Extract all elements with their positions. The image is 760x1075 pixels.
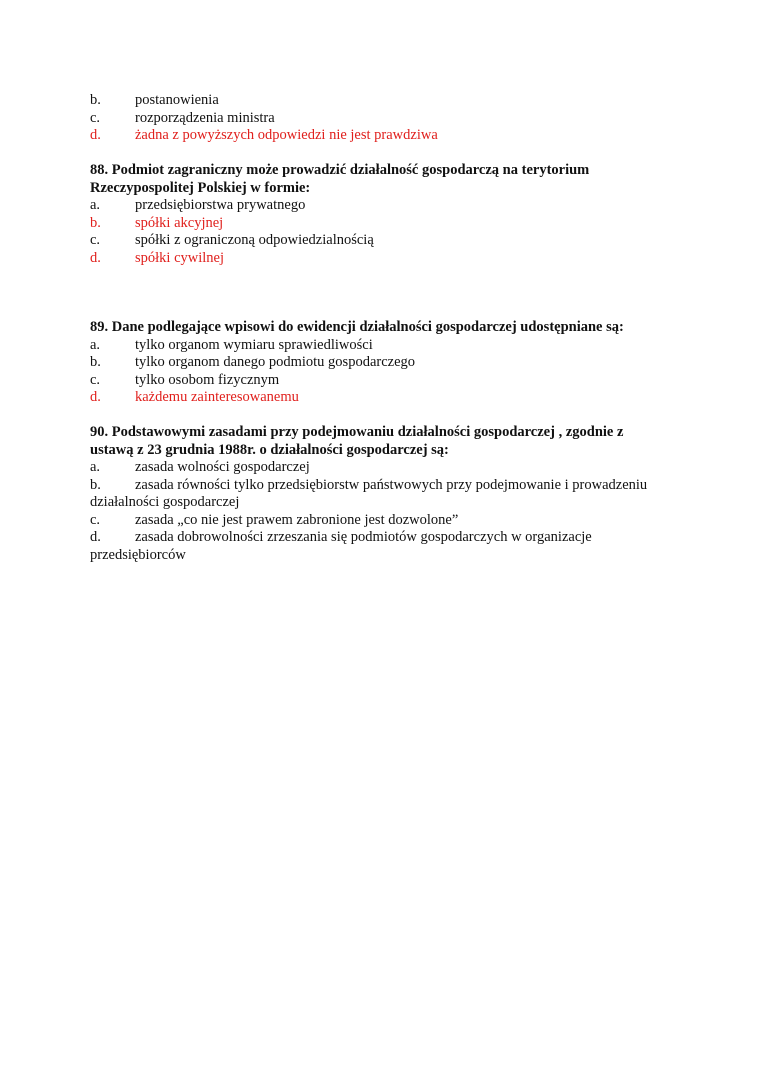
option-text: przedsiębiorstwa prywatnego [135,197,306,213]
question-90 [90,424,690,564]
option-d [90,529,690,547]
question-title: 88. Podmiot zagraniczny może prowadzić działalność gospodarczą na terytorium [90,162,590,178]
option-text: postanowienia [135,92,219,108]
option-b-continuation: działalności gospodarczej [90,494,240,510]
option-letter: d. [90,127,101,143]
option-letter: a. [90,336,101,353]
option-text: rozporządzenia ministra [135,109,275,126]
prev-question-options [90,92,690,145]
option-letter: a. [90,459,101,475]
option-letter: b. [90,214,101,231]
question-title: 90. Podstawowymi zasadami przy podejmowaniu działalności gospodarczej , zgodnie z [90,424,624,440]
option-c [90,372,690,390]
option-letter: a. [90,197,101,213]
option-letter: c. [90,371,101,388]
option-letter: c. [90,511,101,528]
question-title: 89. Dane podlegające wpisowi do ewidencji działalności gospodarczej udostępniane są: [90,319,624,335]
option-text: tylko organom wymiaru sprawiedliwości [135,336,373,353]
option-c [90,232,690,250]
option-d-correct [90,389,690,407]
option-b [90,354,690,372]
option-b [90,92,690,110]
option-letter: d. [90,249,101,266]
option-letter: d. [90,529,101,545]
option-text: każdemu zainteresowanemu [135,389,299,405]
document-page [90,92,690,564]
option-text: spółki z ograniczoną odpowiedzialnością [135,232,374,248]
option-d-correct [90,127,690,145]
option-text: zasada „co nie jest prawem zabronione jest dozwolone” [135,511,459,528]
option-text: tylko organom danego podmiotu gospodarczego [135,354,416,370]
option-text: spółki akcyjnej [135,214,224,231]
option-a [90,197,690,215]
question-88 [90,162,690,267]
option-text: tylko osobom fizycznym [135,371,280,388]
option-letter: c. [90,109,101,126]
option-b [90,477,690,495]
option-letter: b. [90,476,101,493]
option-a [90,459,690,477]
option-text: spółki cywilnej [135,249,225,266]
option-letter: b. [90,92,101,108]
option-text: zasada równości tylko przedsiębiorstw państwowych przy podejmowanie i prowadzeniu [135,476,648,493]
option-letter: b. [90,354,101,370]
option-a [90,337,690,355]
option-letter: c. [90,232,101,248]
option-c [90,110,690,128]
option-text: żadna z powyższych odpowiedzi nie jest prawdziwa [135,127,438,143]
option-d-continuation: przedsiębiorców [90,546,186,563]
option-d-correct [90,250,690,268]
question-title-cont: ustawą z 23 grudnia 1988r. o działalności gospodarczej są: [90,441,449,458]
option-c [90,512,690,530]
option-letter: d. [90,389,101,405]
question-89 [90,319,690,407]
option-b-correct [90,215,690,233]
question-title-cont: Rzeczypospolitej Polskiej w formie: [90,179,311,196]
option-text: zasada dobrowolności zrzeszania się podmiotów gospodarczych w organizacje [135,529,592,545]
option-text: zasada wolności gospodarczej [135,459,310,475]
